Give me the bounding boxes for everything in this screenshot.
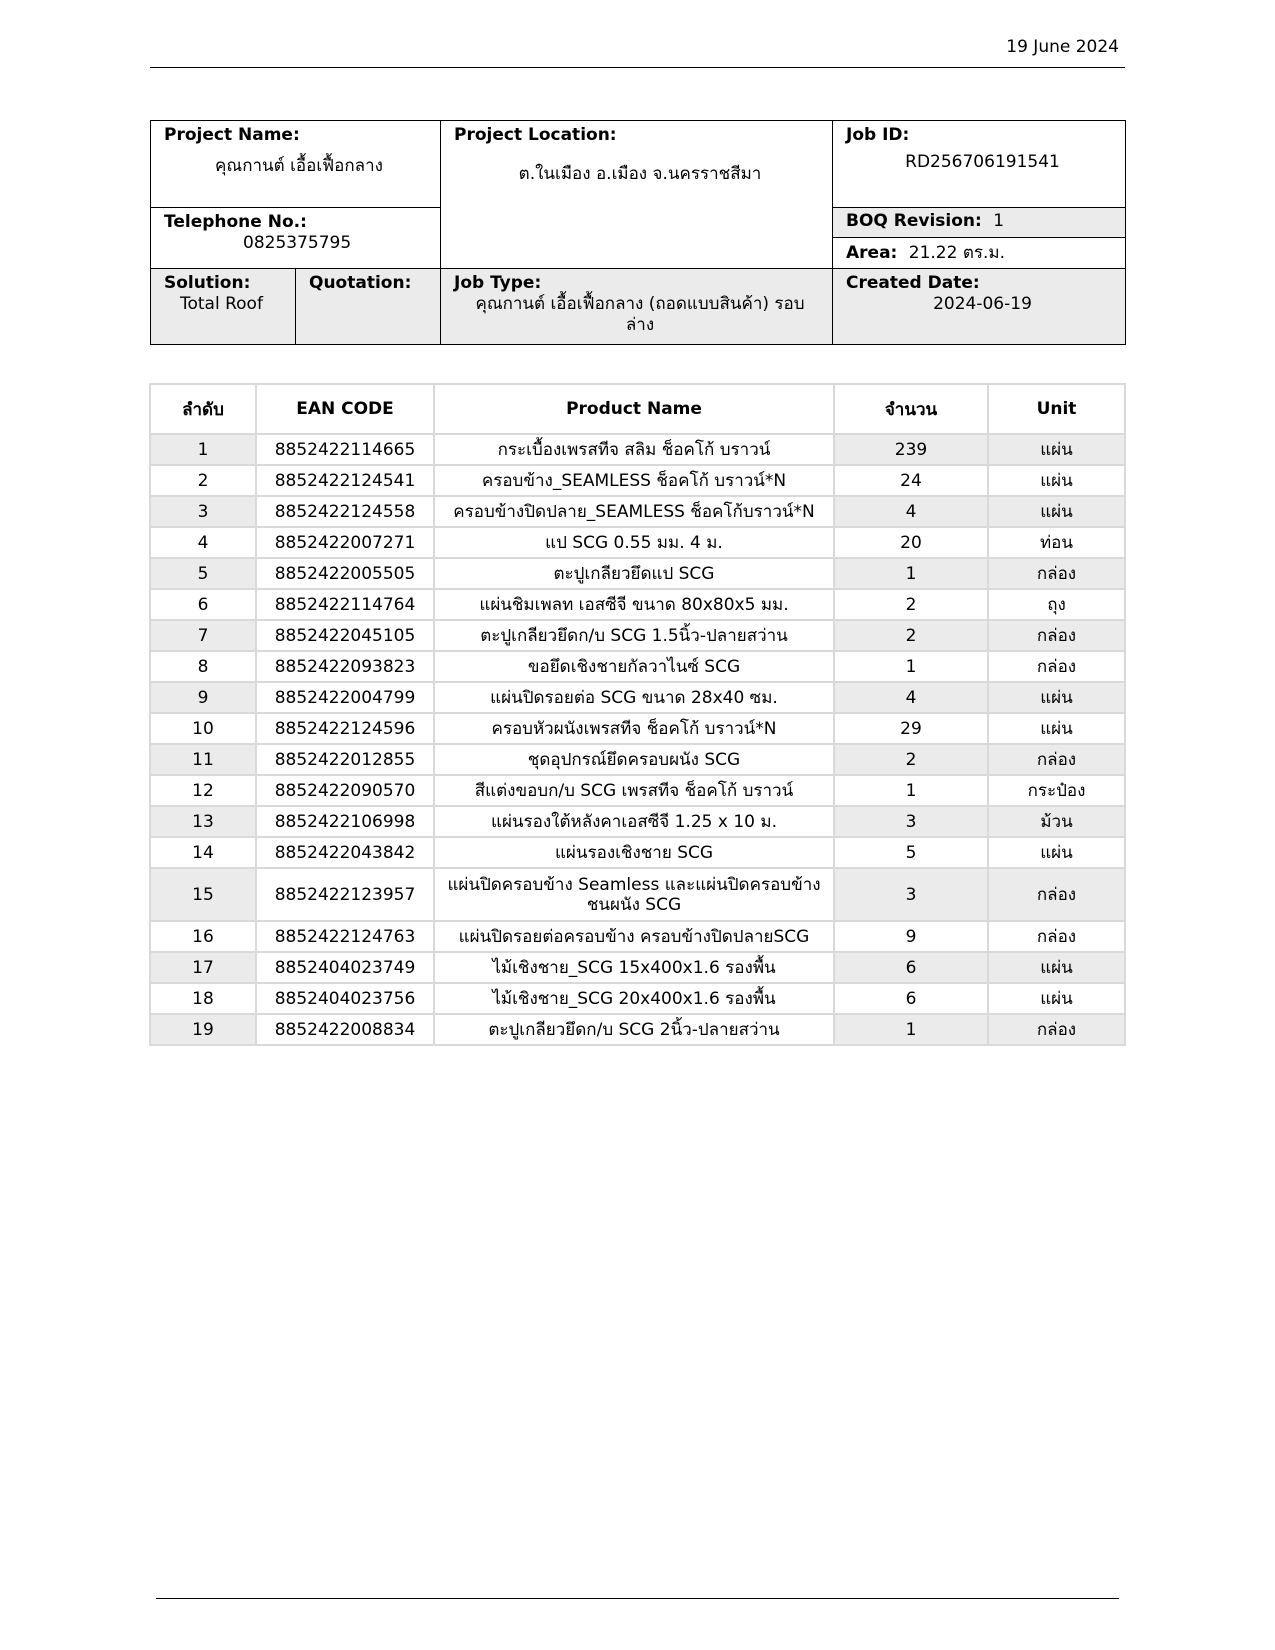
- cell-unit: กล่อง: [989, 652, 1126, 683]
- cell-unit: กล่อง: [989, 1015, 1126, 1046]
- footer-divider: [156, 1598, 1119, 1599]
- project-name-label: Project Name:: [164, 125, 300, 145]
- cell-product-name: ไม้เชิงชาย_SCG 15x400x1.6 รองพื้น: [435, 953, 835, 984]
- created-date-label: Created Date:: [846, 273, 980, 293]
- table-row: [149, 953, 1126, 984]
- cell-product-name: แผ่นรองเชิงชาย SCG: [435, 838, 835, 869]
- created-date-value: 2024-06-19: [933, 294, 1032, 314]
- cell-quantity: 3: [835, 869, 989, 922]
- cell-index: 11: [149, 745, 257, 776]
- cell-quantity: 20: [835, 528, 989, 559]
- cell-product-name: ตะปูเกลียวยึดแป SCG: [435, 559, 835, 590]
- cell-index: 14: [149, 838, 257, 869]
- cell-ean-code: 8852422004799: [257, 683, 435, 714]
- table-row: [149, 984, 1126, 1015]
- cell-index: 4: [149, 528, 257, 559]
- cell-product-name: ครอบหัวผนังเพรสทีจ ช็อคโก้ บราวน์*N: [435, 714, 835, 745]
- project-location-cell: [441, 121, 833, 269]
- cell-ean-code: 8852422090570: [257, 776, 435, 807]
- cell-product-name: ตะปูเกลียวยึดก/บ SCG 1.5นิ้ว-ปลายสว่าน: [435, 621, 835, 652]
- cell-unit: ท่อน: [989, 528, 1126, 559]
- cell-quantity: 2: [835, 745, 989, 776]
- cell-ean-code: 8852422005505: [257, 559, 435, 590]
- cell-quantity: 4: [835, 497, 989, 528]
- cell-ean-code: 8852422007271: [257, 528, 435, 559]
- cell-ean-code: 8852422114665: [257, 435, 435, 466]
- cell-ean-code: 8852422043842: [257, 838, 435, 869]
- cell-ean-code: 8852404023749: [257, 953, 435, 984]
- cell-quantity: 1: [835, 559, 989, 590]
- cell-quantity: 24: [835, 466, 989, 497]
- header-divider: [150, 67, 1125, 68]
- cell-index: 12: [149, 776, 257, 807]
- table-row: [149, 776, 1126, 807]
- cell-ean-code: 8852422008834: [257, 1015, 435, 1046]
- cell-product-name: ไม้เชิงชาย_SCG 20x400x1.6 รองพื้น: [435, 984, 835, 1015]
- cell-unit: กล่อง: [989, 745, 1126, 776]
- cell-unit: กล่อง: [989, 559, 1126, 590]
- cell-ean-code: 8852422045105: [257, 621, 435, 652]
- cell-index: 6: [149, 590, 257, 621]
- table-row: [149, 1015, 1126, 1046]
- cell-ean-code: 8852422124558: [257, 497, 435, 528]
- area-value: 21.22 ตร.ม.: [908, 243, 1006, 263]
- cell-unit: กระป๋อง: [989, 776, 1126, 807]
- table-row: [149, 869, 1126, 922]
- cell-ean-code: 8852404023756: [257, 984, 435, 1015]
- solution-value: Total Roof: [180, 294, 263, 314]
- cell-product-name: ตะปูเกลียวยึดก/บ SCG 2นิ้ว-ปลายสว่าน: [435, 1015, 835, 1046]
- project-location-value: ต.ในเมือง อ.เมือง จ.นครราชสีมา: [518, 164, 762, 184]
- product-table: [149, 383, 1126, 1046]
- cell-quantity: 6: [835, 984, 989, 1015]
- cell-unit: แผ่น: [989, 838, 1126, 869]
- table-row: [149, 621, 1126, 652]
- cell-unit: แผ่น: [989, 714, 1126, 745]
- cell-unit: แผ่น: [989, 984, 1126, 1015]
- cell-quantity: 4: [835, 683, 989, 714]
- cell-index: 13: [149, 807, 257, 838]
- cell-index: 5: [149, 559, 257, 590]
- table-row: [149, 838, 1126, 869]
- cell-ean-code: 8852422124763: [257, 922, 435, 953]
- cell-quantity: 2: [835, 590, 989, 621]
- job-type-value: คุณกานต์ เอื้อเฟื้อกลาง (ถอดแบบสินค้า) รอบล่าง: [475, 294, 805, 335]
- column-header-index: ลำดับ: [149, 383, 257, 435]
- cell-unit: กล่อง: [989, 869, 1126, 922]
- job-type-label: Job Type:: [454, 273, 542, 293]
- cell-product-name: สีแต่งขอบก/บ SCG เพรสทีจ ช็อคโก้ บราวน์: [435, 776, 835, 807]
- column-header-product: Product Name: [435, 383, 835, 435]
- table-row: [149, 922, 1126, 953]
- table-row: [149, 590, 1126, 621]
- cell-unit: ม้วน: [989, 807, 1126, 838]
- cell-index: 17: [149, 953, 257, 984]
- cell-product-name: แป SCG 0.55 มม. 4 ม.: [435, 528, 835, 559]
- job-id-value: RD256706191541: [905, 152, 1060, 172]
- table-row: [149, 807, 1126, 838]
- cell-quantity: 3: [835, 807, 989, 838]
- cell-product-name: แผ่นปิดรอยต่อ SCG ขนาด 28x40 ซม.: [435, 683, 835, 714]
- cell-quantity: 239: [835, 435, 989, 466]
- document-date: 19 June 2024: [1006, 37, 1119, 57]
- telephone-cell: [151, 208, 441, 269]
- cell-ean-code: 8852422123957: [257, 869, 435, 922]
- cell-unit: แผ่น: [989, 497, 1126, 528]
- boq-revision-cell: [833, 208, 1126, 238]
- cell-product-name: แผ่นปิดครอบข้าง Seamless และแผ่นปิดครอบข้างชนผนัง SCG: [435, 869, 835, 922]
- table-row: [149, 714, 1126, 745]
- table-header-row: [149, 383, 1126, 435]
- column-header-quantity: จำนวน: [835, 383, 989, 435]
- table-row: [149, 559, 1126, 590]
- cell-product-name: แผ่นรองใต้หลังคาเอสซีจี 1.25 x 10 ม.: [435, 807, 835, 838]
- cell-ean-code: 8852422106998: [257, 807, 435, 838]
- cell-quantity: 9: [835, 922, 989, 953]
- cell-index: 3: [149, 497, 257, 528]
- cell-unit: แผ่น: [989, 953, 1126, 984]
- table-row: [149, 497, 1126, 528]
- cell-product-name: ครอบข้าง_SEAMLESS ช็อคโก้ บราวน์*N: [435, 466, 835, 497]
- telephone-label: Telephone No.:: [164, 212, 307, 232]
- cell-index: 1: [149, 435, 257, 466]
- created-date-cell: [833, 269, 1126, 345]
- quotation-label: Quotation:: [309, 273, 412, 293]
- boq-revision-label: BOQ Revision:: [846, 211, 982, 231]
- column-header-unit: Unit: [989, 383, 1126, 435]
- cell-unit: แผ่น: [989, 435, 1126, 466]
- table-row: [149, 683, 1126, 714]
- cell-product-name: แผ่นปิดรอยต่อครอบข้าง ครอบข้างปิดปลายSCG: [435, 922, 835, 953]
- cell-index: 9: [149, 683, 257, 714]
- project-location-label: Project Location:: [454, 125, 617, 145]
- cell-index: 15: [149, 869, 257, 922]
- cell-quantity: 2: [835, 621, 989, 652]
- cell-index: 10: [149, 714, 257, 745]
- table-row: [149, 652, 1126, 683]
- table-row: [149, 466, 1126, 497]
- area-label: Area:: [846, 243, 898, 263]
- cell-quantity: 29: [835, 714, 989, 745]
- project-name-cell: [151, 121, 441, 208]
- cell-index: 8: [149, 652, 257, 683]
- cell-unit: กล่อง: [989, 922, 1126, 953]
- boq-revision-value: 1: [993, 211, 1005, 231]
- telephone-value: 0825375795: [243, 233, 352, 253]
- project-info-table: [150, 120, 1126, 345]
- cell-index: 18: [149, 984, 257, 1015]
- job-id-cell: [833, 121, 1126, 208]
- table-row: [149, 528, 1126, 559]
- table-row: [149, 745, 1126, 776]
- cell-quantity: 5: [835, 838, 989, 869]
- project-name-value: คุณกานต์ เอื้อเฟื้อกลาง: [215, 156, 383, 176]
- job-type-cell: [441, 269, 833, 345]
- cell-unit: ถุง: [989, 590, 1126, 621]
- cell-ean-code: 8852422093823: [257, 652, 435, 683]
- cell-quantity: 1: [835, 1015, 989, 1046]
- cell-product-name: ขอยึดเชิงชายกัลวาไนซ์ SCG: [435, 652, 835, 683]
- column-header-ean: EAN CODE: [257, 383, 435, 435]
- cell-index: 19: [149, 1015, 257, 1046]
- quotation-cell: [296, 269, 441, 345]
- cell-ean-code: 8852422124596: [257, 714, 435, 745]
- cell-ean-code: 8852422114764: [257, 590, 435, 621]
- cell-product-name: ชุดอุปกรณ์ยึดครอบผนัง SCG: [435, 745, 835, 776]
- cell-product-name: กระเบื้องเพรสทีจ สลิม ช็อคโก้ บราวน์: [435, 435, 835, 466]
- cell-index: 7: [149, 621, 257, 652]
- cell-unit: กล่อง: [989, 621, 1126, 652]
- job-id-label: Job ID:: [846, 125, 910, 145]
- cell-product-name: ครอบข้างปิดปลาย_SEAMLESS ช็อคโก้บราวน์*N: [435, 497, 835, 528]
- cell-quantity: 1: [835, 652, 989, 683]
- area-cell: [833, 238, 1126, 269]
- table-body: [149, 435, 1126, 1046]
- cell-index: 16: [149, 922, 257, 953]
- cell-product-name: แผ่นชิมเพลท เอสซีจี ขนาด 80x80x5 มม.: [435, 590, 835, 621]
- cell-unit: แผ่น: [989, 683, 1126, 714]
- cell-unit: แผ่น: [989, 466, 1126, 497]
- cell-ean-code: 8852422012855: [257, 745, 435, 776]
- table-row: [149, 435, 1126, 466]
- solution-cell: [151, 269, 296, 345]
- cell-index: 2: [149, 466, 257, 497]
- cell-quantity: 6: [835, 953, 989, 984]
- cell-ean-code: 8852422124541: [257, 466, 435, 497]
- cell-quantity: 1: [835, 776, 989, 807]
- solution-label: Solution:: [164, 273, 251, 293]
